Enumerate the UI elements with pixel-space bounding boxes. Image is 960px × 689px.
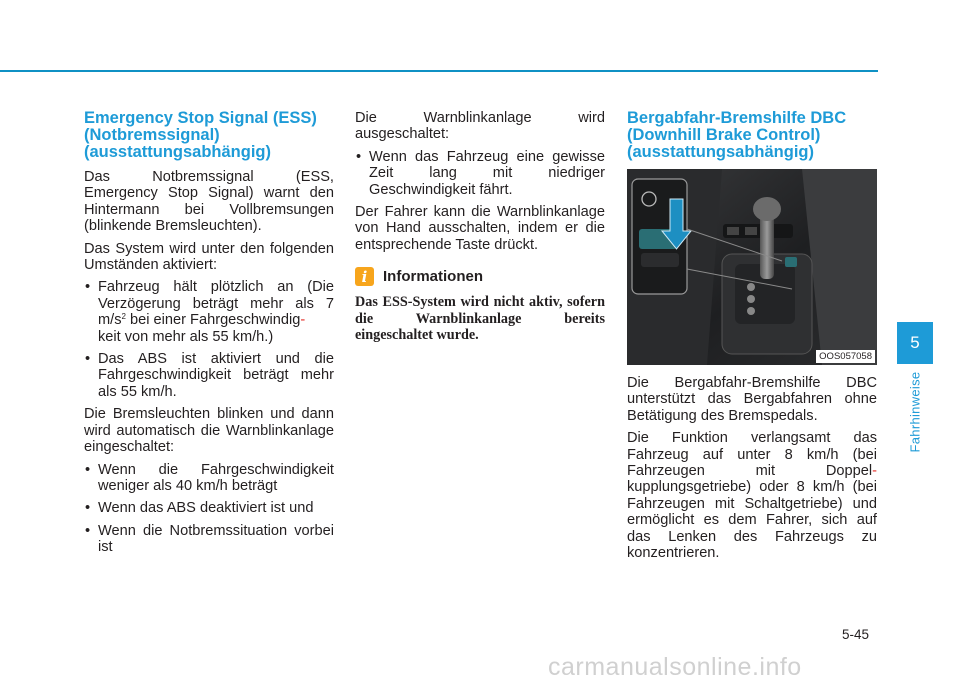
hyphen: - [872, 463, 877, 480]
list-item: • Wenn die Fahrgeschwindigkeit weniger als 40 km/h beträgt [84, 462, 334, 495]
chapter-label: Fahrhinweise [907, 371, 923, 453]
info-header [355, 267, 605, 286]
dbc-button-photo [627, 169, 877, 365]
list-item-text: keit von mehr als 55 km/h.) [98, 328, 274, 345]
paragraph-text: kupplungsgetriebe) oder 8 km/h (bei Fahrzeugen mit Schaltgetriebe) und ermöglicht es dem Fahrer, sich auf das Lenken des Fahrzeugs zu konzentrieren. [627, 479, 877, 562]
ess-hazard-list [84, 462, 334, 556]
list-item: • Wenn die Notbremssituation vorbei ist [84, 523, 334, 556]
paragraph-text: Die Funktion verlangsamt das Fahrzeug auf unter 8 km/h (bei Fahrzeugen mit Doppel [627, 430, 877, 480]
ess-intro-paragraph: Das Notbremssignal (ESS, Emergency Stop Signal) warnt den Hintermann bei Vollbremsungen (blinkende Bremsleuchten). [84, 169, 334, 235]
top-rule [0, 70, 878, 72]
info-icon: i [355, 267, 374, 286]
info-text: Das ESS-System wird nicht aktiv, sofern die Warnblinkanlage bereits eingeschaltet wurde. [355, 294, 605, 344]
dbc-heading-line-1: Bergabfahr-Bremshilfe DBC [627, 109, 847, 127]
ess-heading-line-3: (ausstattungsabhängig) [84, 143, 272, 161]
dbc-heading-line-3: (ausstattungsabhängig) [627, 143, 815, 161]
info-title: Informationen [383, 267, 483, 285]
dbc-function-paragraph [627, 430, 877, 561]
dbc-intro-paragraph: Die Bergabfahr-Bremshilfe DBC unterstützt das Bergabfahren ohne Betätigung des Bremspedals. [627, 375, 877, 424]
ess-activation-list [84, 279, 334, 400]
hyphen: - [300, 312, 306, 329]
hazard-off-list [355, 149, 605, 198]
ess-heading-line-1: Emergency Stop Signal (ESS) [84, 109, 317, 127]
dbc-heading-line-2: (Downhill Brake Control) [627, 126, 821, 144]
ess-conditions-paragraph: Das System wird unter den folgenden Umständen aktiviert: [84, 240, 334, 274]
list-item-text: bei einer Fahrgeschwindig [125, 312, 301, 329]
console-illustration [627, 169, 877, 365]
hazard-off-paragraph: Die Warnblinkanlage wird ausgeschaltet: [355, 110, 605, 143]
ess-heading [84, 110, 334, 161]
page-number: 5-45 [842, 627, 870, 642]
list-item [84, 279, 334, 345]
ess-heading-line-2: (Notbremssignal) [84, 126, 220, 144]
chapter-tab: 5 [897, 322, 933, 364]
figure-code: OOS057058 [816, 350, 875, 363]
ess-hazard-paragraph: Die Bremsleuchten blinken und dann wird automatisch die Warnblinkanlage eingeschaltet: [84, 406, 334, 456]
dbc-heading [627, 110, 877, 161]
list-item: • Wenn das Fahrzeug eine gewisse Zeit lang mit niedriger Geschwindigkeit fährt. [355, 149, 605, 198]
list-item-text: Fahrzeug hält plötzlich an (Die Verzögerung beträgt mehr als 7 m/s [98, 279, 334, 329]
list-item: • Wenn das ABS deaktiviert ist und [84, 500, 334, 516]
list-item: • Das ABS ist aktiviert und die Fahrgeschwindigkeit beträgt mehr als 55 km/h. [84, 351, 334, 400]
column-ess [84, 110, 334, 562]
manual-off-paragraph: Der Fahrer kann die Warnblinkanlage von Hand ausschalten, indem er die entsprechende Taste drückt. [355, 204, 605, 253]
watermark: carmanualsonline.info [548, 653, 802, 681]
column-ess-continued [355, 110, 605, 344]
superscript: 2 [121, 312, 126, 322]
column-dbc [627, 110, 877, 567]
